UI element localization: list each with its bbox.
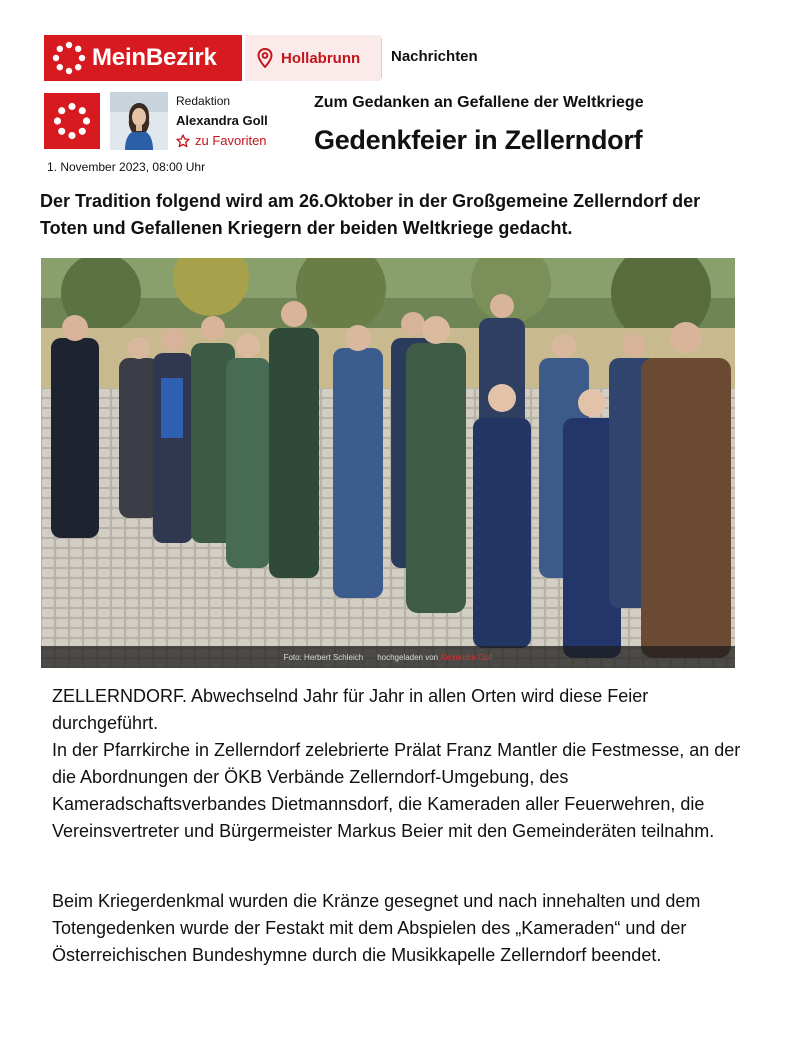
article-body-block bbox=[52, 888, 744, 969]
author-avatar[interactable] bbox=[110, 92, 168, 150]
article-photo[interactable] bbox=[41, 258, 735, 668]
map-pin-icon bbox=[257, 48, 273, 68]
author-name-link[interactable]: Alexandra Goll bbox=[176, 113, 268, 128]
region-link[interactable] bbox=[245, 35, 381, 81]
photo-credit: Foto: Herbert Schleich bbox=[283, 652, 364, 662]
article-paragraph: In der Pfarrkirche in Zellerndorf zelebrierte Prälat Franz Mantler die Festmesse, an der die Abordnungen der ÖKB Verbände Zellerndorf-Umgebung, des Kameradschaftsverbandes Dietmannsdorf, die Kameraden aller Feuerwehren, die Vereinsvertreter und Bürgermeister Markus Beier mit den Gemeinderäten teilnahm. bbox=[52, 740, 741, 841]
author-role: Redaktion bbox=[176, 94, 231, 108]
nav-divider bbox=[381, 38, 382, 78]
publish-date: 1. November 2023, 08:00 Uhr bbox=[47, 160, 206, 174]
photo-caption-bar bbox=[41, 646, 735, 668]
ceremony-group-photo bbox=[41, 258, 735, 668]
article-headline: Gedenkfeier in Zellerndorf bbox=[314, 125, 643, 155]
article-lead: Der Tradition folgend wird am 26.Oktober in der Großgemeine Zellerndorf der Toten und Gefallenen Kriegern der beiden Weltkriege gedacht. bbox=[40, 191, 701, 238]
author-brand-logo bbox=[44, 93, 100, 149]
photo-upload-prefix: hochgeladen von bbox=[377, 652, 439, 662]
region-label: Hollabrunn bbox=[281, 49, 361, 67]
add-to-favorites-button[interactable] bbox=[176, 133, 267, 148]
star-outline-icon bbox=[176, 134, 190, 148]
article-paragraph: ZELLERNDORF. Abwechselnd Jahr für Jahr in allen Orten wird diese Feier durchgeführt. bbox=[52, 686, 649, 733]
article-body-block bbox=[52, 683, 744, 845]
article-paragraph: Beim Kriegerdenkmal wurden die Kränze gesegnet und nach innehalten und dem Totengedenken wurde der Festakt mit dem Abspielen des „Kameraden“ und der Österreichischen Bundeshymne durch die Musikkapelle Zellerndorf beendet. bbox=[52, 891, 701, 965]
brand-label: MeinBezirk bbox=[92, 44, 217, 71]
photo-upload-info bbox=[377, 653, 492, 662]
brand-logo-link[interactable] bbox=[44, 35, 242, 81]
article-kicker: Zum Gedanken an Gefallene der Weltkriege bbox=[314, 94, 644, 111]
photo-uploader-link[interactable]: Alexandra Goll bbox=[439, 652, 493, 662]
nav-news-link[interactable]: Nachrichten bbox=[391, 48, 478, 65]
author-portrait-image bbox=[110, 92, 168, 150]
meinbezirk-logo-icon bbox=[52, 41, 86, 75]
favorites-label: zu Favoriten bbox=[195, 133, 267, 148]
meinbezirk-logo-icon bbox=[53, 102, 91, 140]
